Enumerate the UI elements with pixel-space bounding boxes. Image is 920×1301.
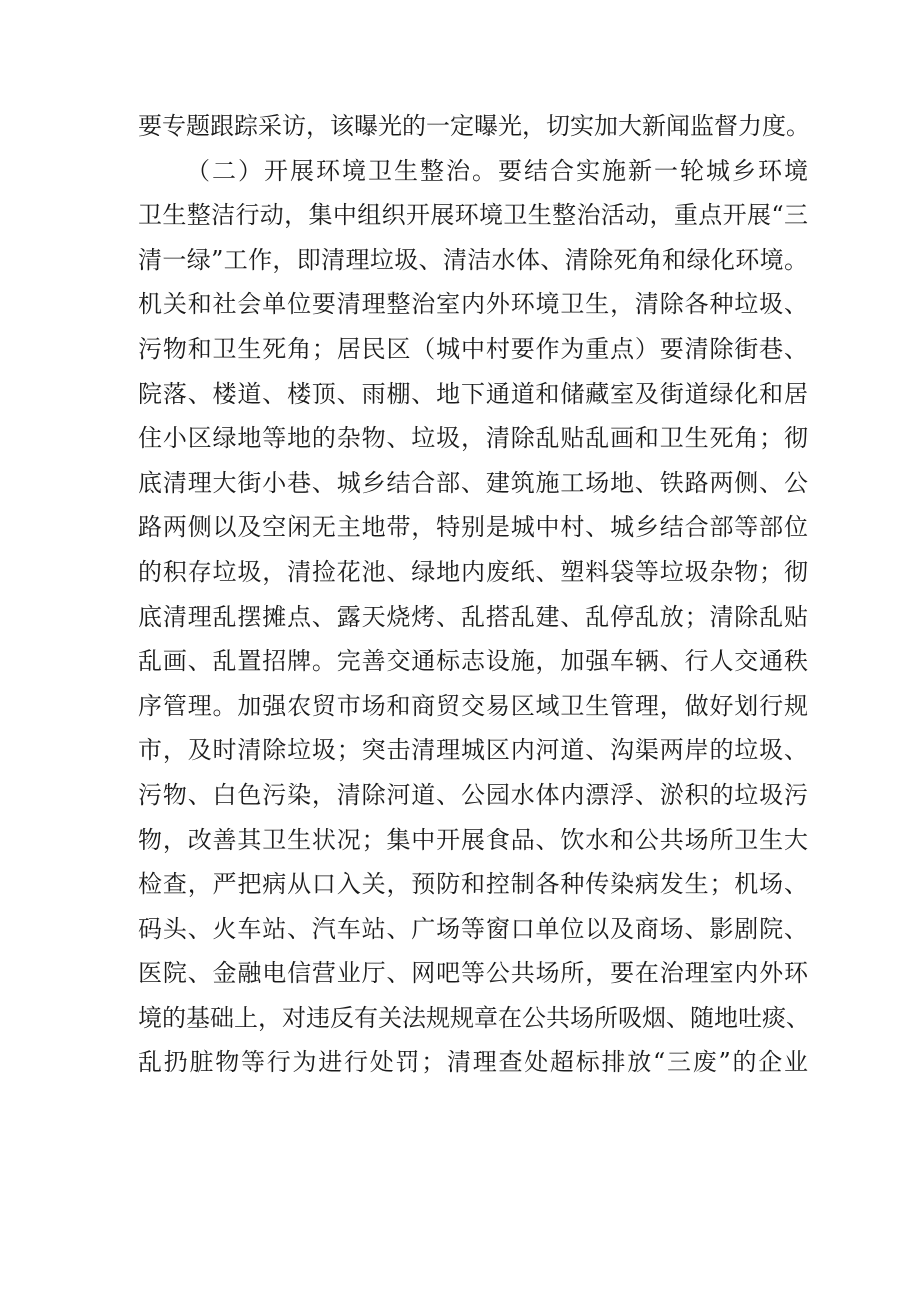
- text-line: 卫生整洁行动，集中组织开展环境卫生整治活动，重点开展“三: [138, 201, 808, 230]
- text-line: 机关和社会单位要清理整治室内外环境卫生，清除各种垃圾、: [138, 290, 808, 319]
- body-text: [138, 104, 808, 1085]
- text-line: 要专题跟踪采访，该曝光的一定曝光，切实加大新闻监督力度。: [138, 112, 810, 140]
- text-line: 底清理乱摆摊点、露天烧烤、乱搭乱建、乱停乱放；清除乱贴: [138, 602, 808, 631]
- text-line: 乱画、乱置招牌。完善交通标志设施，加强车辆、行人交通秩: [138, 647, 808, 676]
- text-line: 检查，严把病从口入关，预防和控制各种传染病发生；机场、: [138, 870, 808, 899]
- text-line: 底清理大街小巷、城乡结合部、建筑施工场地、铁路两侧、公: [138, 468, 808, 497]
- text-line: 境的基础上，对违反有关法规规章在公共场所吸烟、随地吐痰、: [138, 1003, 810, 1032]
- text-line: 物，改善其卫生状况；集中开展食品、饮水和公共场所卫生大: [138, 825, 808, 854]
- text-line: 码头、火车站、汽车站、广场等窗口单位以及商场、影剧院、: [138, 914, 808, 943]
- text-line: 清一绿”工作，即清理垃圾、清洁水体、清除死角和绿化环境。: [138, 245, 808, 274]
- text-line: 市，及时清除垃圾；突击清理城区内河道、沟渠两岸的垃圾、: [138, 736, 808, 765]
- section-heading-line: （二）开展环境卫生整治。要结合实施新一轮城乡环境: [186, 156, 808, 185]
- text-line: 的积存垃圾，清捡花池、绿地内废纸、塑料袋等垃圾杂物；彻: [138, 557, 808, 586]
- text-line: 序管理。加强农贸市场和商贸交易区域卫生管理，做好划行规: [138, 691, 808, 720]
- text-line: 住小区绿地等地的杂物、垃圾，清除乱贴乱画和卫生死角；彻: [138, 424, 808, 453]
- text-line: 乱扔脏物等行为进行处罚；清理查处超标排放“三废”的企业: [138, 1048, 808, 1077]
- text-line: 污物、白色污染，清除河道、公园水体内漂浮、淤积的垃圾污: [138, 780, 808, 809]
- text-line: 污物和卫生死角；居民区（城中村要作为重点）要清除街巷、: [138, 334, 808, 363]
- text-line: 路两侧以及空闲无主地带，特别是城中村、城乡结合部等部位: [138, 513, 808, 542]
- text-line: 医院、金融电信营业厅、网吧等公共场所，要在治理室内外环: [138, 959, 808, 988]
- text-line: 院落、楼道、楼顶、雨棚、地下通道和储藏室及街道绿化和居: [138, 379, 808, 408]
